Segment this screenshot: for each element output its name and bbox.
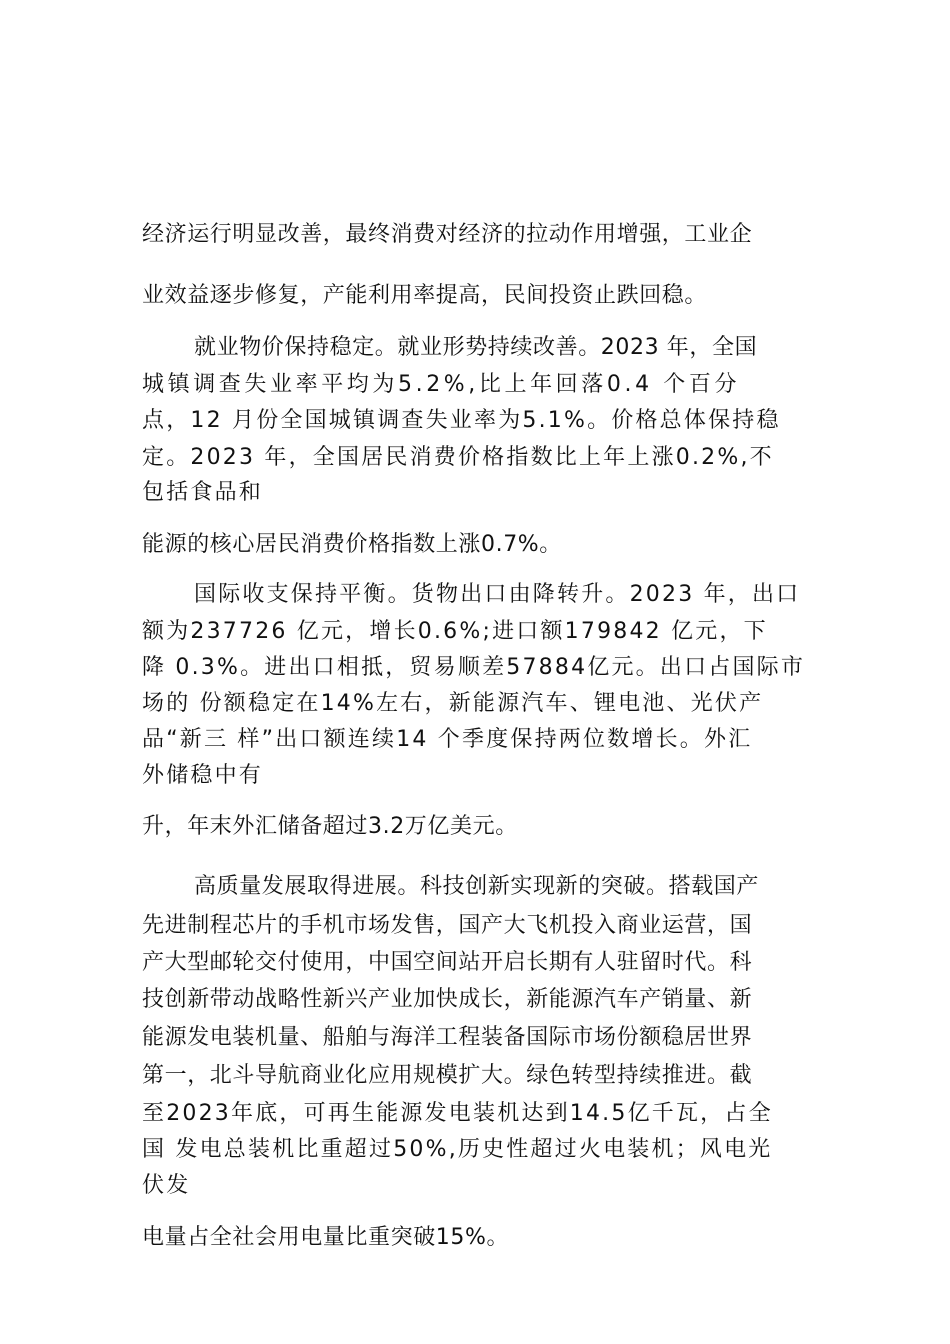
paragraph-3-line-7: 升，年末外汇储备超过3.2万亿美元。 <box>142 814 518 839</box>
paragraph-3-line-6: 外储稳中有 <box>142 763 264 788</box>
paragraph-4-line-9: 伏发 <box>142 1173 191 1198</box>
paragraph-4-line-8: 国 发电总装机比重超过50%,历史性超过火电装机；风电光 <box>142 1137 773 1162</box>
paragraph-3-line-3: 降 0.3%。进出口相抵，贸易顺差57884亿元。出口占国际市 <box>142 655 806 680</box>
paragraph-3-line-1: 国际收支保持平衡。货物出口由降转升。2023 年，出口 <box>194 582 801 607</box>
paragraph-2-line-5: 包括食品和 <box>142 480 264 505</box>
paragraph-4-line-3: 产大型邮轮交付使用，中国空间站开启长期有人驻留时代。科 <box>142 950 753 975</box>
paragraph-3-line-5: 品“新三 样”出口额连续14 个季度保持两位数增长。外汇 <box>142 727 753 752</box>
paragraph-4-line-10: 电量占全社会用电量比重突破15%。 <box>142 1225 510 1250</box>
paragraph-4-line-5: 能源发电装机量、船舶与海洋工程装备国际市场份额稳居世界 <box>142 1025 753 1050</box>
paragraph-2-line-3: 点，12 月份全国城镇调查失业率为5.1%。价格总体保持稳 <box>142 408 781 433</box>
paragraph-4-line-7: 至2023年底，可再生能源发电装机达到14.5亿千瓦，占全 <box>142 1101 773 1126</box>
paragraph-3-line-4: 场的 份额稳定在14%左右，新能源汽车、锂电池、光伏产 <box>142 691 764 716</box>
paragraph-4-line-2: 先进制程芯片的手机市场发售，国产大飞机投入商业运营，国 <box>142 913 753 938</box>
paragraph-4-line-1: 高质量发展取得进展。科技创新实现新的突破。搭载国产 <box>194 874 760 899</box>
paragraph-1-line-1: 经济运行明显改善，最终消费对经济的拉动作用增强，工业企 <box>142 222 753 247</box>
paragraph-1-line-2: 业效益逐步修复，产能利用率提高，民间投资止跌回稳。 <box>142 283 708 308</box>
paragraph-2-line-1: 就业物价保持稳定。就业形势持续改善。2023 年，全国 <box>194 335 758 360</box>
paragraph-4-line-4: 技创新带动战略性新兴产业加快成长，新能源汽车产销量、新 <box>142 987 753 1012</box>
paragraph-3-line-2: 额为237726 亿元，增长0.6%;进口额179842 亿元，下 <box>142 619 768 644</box>
paragraph-4-line-6: 第一，北斗导航商业化应用规模扩大。绿色转型持续推进。截 <box>142 1063 753 1088</box>
paragraph-2-line-2: 城镇调查失业率平均为5.2%,比上年回落0.4 个百分 <box>142 372 741 397</box>
paragraph-2-line-4: 定。2023 年，全国居民消费价格指数比上年上涨0.2%,不 <box>142 445 774 470</box>
paragraph-2-line-6: 能源的核心居民消费价格指数上涨0.7%。 <box>142 532 562 557</box>
